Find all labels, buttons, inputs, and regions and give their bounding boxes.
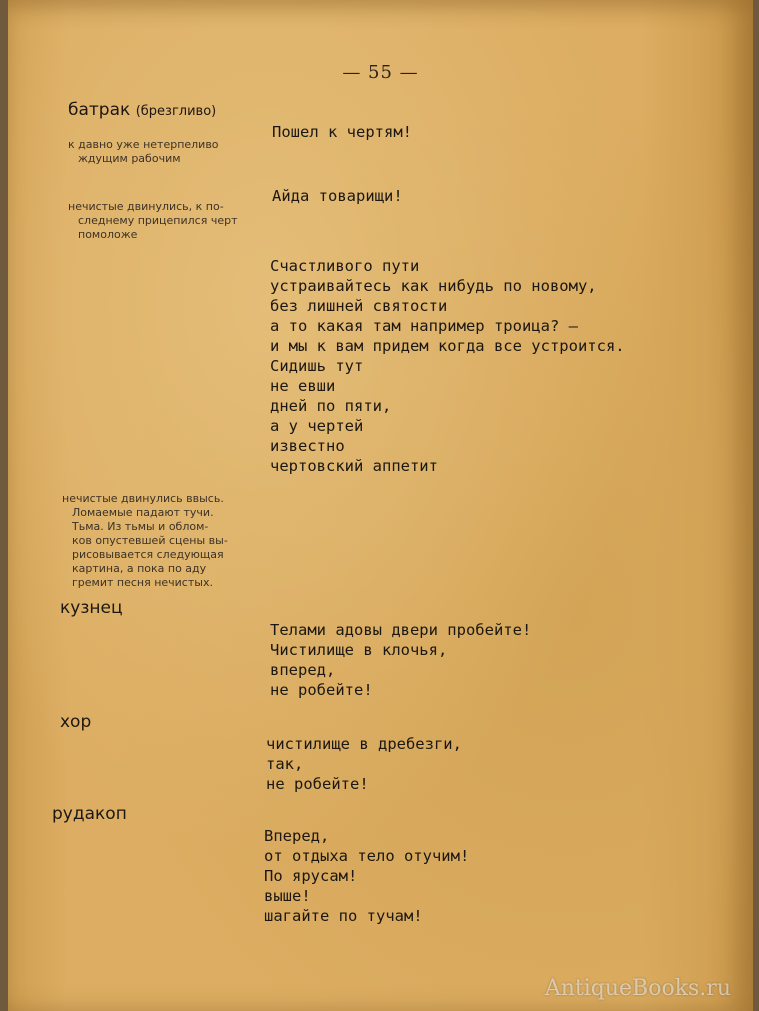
note-line: следнему прицепился черт (78, 214, 238, 227)
note-line: к давно уже нетерпеливо (68, 138, 219, 151)
verse-block (272, 122, 412, 142)
note-line: Тьма. Из тьмы и облом- (72, 520, 209, 533)
verse-block (270, 256, 625, 476)
verse-line: Сидишь тут (270, 357, 364, 375)
verse-line: По ярусам! (264, 867, 358, 885)
speaker-rudakop (52, 804, 127, 824)
note-line: ков опустевшей сцены вы- (72, 534, 228, 547)
speaker-name: кузнец (60, 598, 123, 618)
verse-line: а у чертей (270, 417, 364, 435)
speaker-name: батрак (68, 100, 131, 120)
stage-direction (62, 492, 228, 590)
verse-line: выше! (264, 887, 311, 905)
note-line: ждущим рабочим (78, 152, 181, 165)
verse-line: без лишней святости (270, 297, 448, 315)
verse-line: дней по пяти, (270, 397, 392, 415)
speaker-khor (60, 712, 91, 732)
speaker-name: рудакоп (52, 804, 127, 824)
note-line: картина, а пока по аду (72, 562, 207, 575)
note-line: нечистые двинулись ввысь. (62, 492, 224, 505)
verse-block (272, 186, 403, 206)
verse-line: устраивайтесь как нибудь по новому, (270, 277, 597, 295)
verse-line: вперед, (270, 661, 336, 679)
verse-line: от отдыха тело отучим! (264, 847, 470, 865)
verse-line: не евши (270, 377, 336, 395)
verse-block (264, 826, 469, 926)
note-line: помоложе (78, 228, 138, 241)
verse-line: а то какая там например троица? — (270, 317, 578, 335)
stage-direction-inline: (брезгливо) (135, 104, 217, 119)
verse-line: Счастливого пути (270, 257, 420, 275)
note-line: гремит песня нечистых. (72, 576, 213, 589)
verse-line: Чистилище в клочья, (270, 641, 448, 659)
note-line: рисовывается следующая (72, 548, 224, 561)
verse-line: Вперед, (264, 827, 330, 845)
verse-line: чистилище в дребезги, (266, 735, 462, 753)
stage-direction (68, 138, 219, 166)
speaker-name: хор (60, 712, 92, 732)
speaker-batrak (68, 100, 216, 120)
note-line: Ломаемые падают тучи. (72, 506, 214, 519)
stage-direction (68, 200, 237, 242)
verse-line: не робейте! (270, 681, 373, 699)
verse-line: Айда товарищи! (272, 187, 403, 205)
verse-line: так, (266, 755, 304, 773)
verse-line: Пошел к чертям! (272, 123, 412, 141)
page-number: — 55 — (342, 62, 419, 83)
verse-line: известно (270, 437, 345, 455)
verse-block (266, 734, 462, 794)
verse-block (270, 620, 531, 700)
verse-line: и мы к вам придем когда все устроится. (270, 337, 625, 355)
verse-line: не робейте! (266, 775, 369, 793)
verse-line: чертовский аппетит (270, 457, 438, 475)
verse-line: шагайте по тучам! (264, 907, 423, 925)
verse-line: Телами адовы двери пробейте! (270, 621, 532, 639)
note-line: нечистые двинулись, к по- (68, 200, 224, 213)
book-page (8, 0, 753, 1011)
watermark: AntiqueBooks.ru (544, 976, 731, 1001)
speaker-kuznets (60, 598, 123, 618)
